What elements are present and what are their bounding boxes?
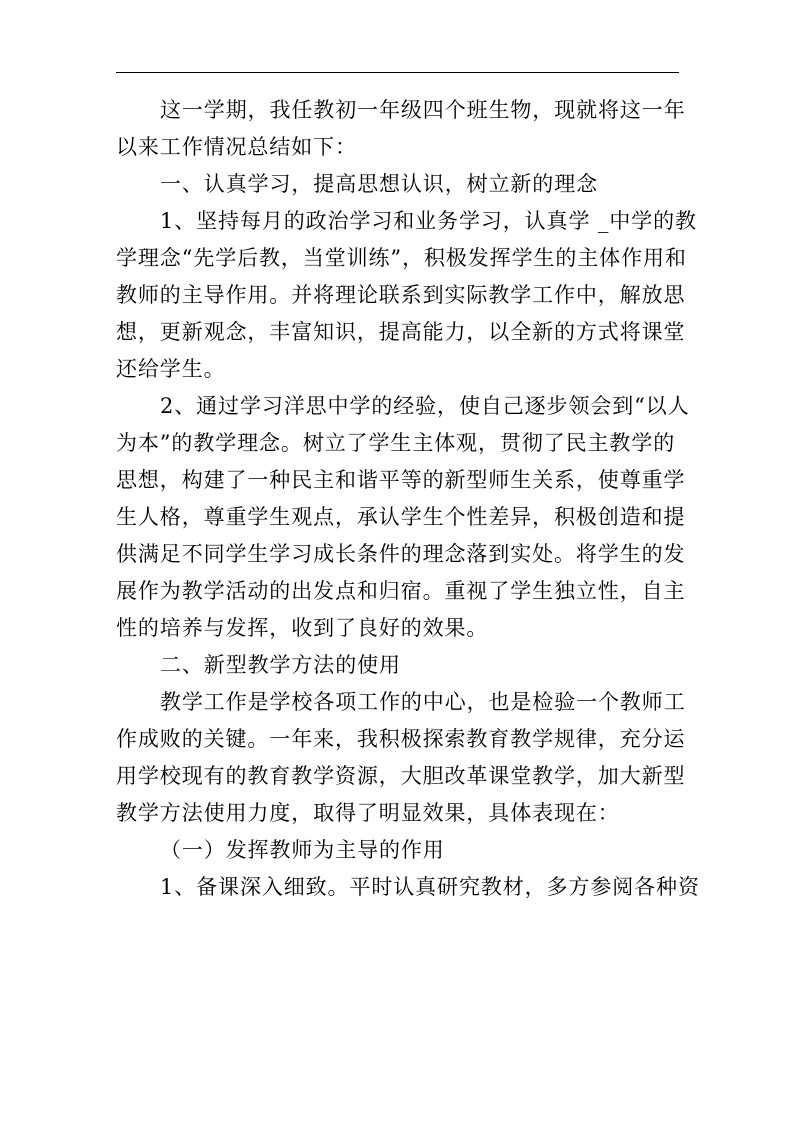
paragraph-line: 性的培养与发挥，收到了良好的效果。: [116, 616, 489, 640]
header-rule: [116, 72, 679, 73]
paragraph-line: 1、备课深入细致。平时认真研究教材，多方参阅各种资: [160, 875, 700, 899]
intro-line: 以来工作情况总结如下：: [116, 135, 357, 159]
paragraph-line: 展作为教学活动的出发点和归宿。重视了学生独立性，自主: [116, 579, 686, 603]
paragraph-line: 教学方法使用力度，取得了明显效果，具体表现在：: [116, 801, 620, 825]
paragraph-line: 为本”的教学理念。树立了学生主体观，贯彻了民主教学的: [116, 431, 676, 455]
paragraph-line: 教师的主导作用。并将理论联系到实际教学工作中，解放思: [116, 283, 686, 307]
paragraph-line: 生人格，尊重学生观点，承认学生个性差异，积极创造和提: [116, 505, 686, 529]
paragraph-line: 2、通过学习洋思中学的经验，使自己逐步领会到“以人: [160, 394, 690, 418]
section-heading: 一、认真学习，提高思想认识，树立新的理念: [160, 172, 598, 196]
document-body: [116, 92, 700, 906]
section-heading: 二、新型教学方法的使用: [160, 653, 401, 677]
subsection-heading: （一）发挥教师为主导的作用: [160, 838, 445, 862]
paragraph-line: 学理念“先学后教，当堂训练”，积极发挥学生的主体作用和: [116, 246, 687, 270]
paragraph-line: 还给学生。: [116, 357, 226, 381]
intro-line: 这一学期，我任教初一年级四个班生物，现就将这一年: [160, 98, 686, 122]
paragraph-line: 作成败的关键。一年来，我积极探索教育教学规律，充分运: [116, 727, 686, 751]
paragraph-line: 用学校现有的教育教学资源，大胆改革课堂教学，加大新型: [116, 764, 686, 788]
paragraph-line: 供满足不同学生学习成长条件的理念落到实处。将学生的发: [116, 542, 686, 566]
paragraph-line: 教学工作是学校各项工作的中心，也是检验一个教师工: [160, 690, 686, 714]
paragraph-line: 想，更新观念，丰富知识，提高能力，以全新的方式将课堂: [116, 320, 686, 344]
paragraph-line: 1、坚持每月的政治学习和业务学习，认真学 _中学的教: [160, 209, 697, 233]
paragraph-line: 思想，构建了一种民主和谐平等的新型师生关系，使尊重学: [116, 468, 686, 492]
